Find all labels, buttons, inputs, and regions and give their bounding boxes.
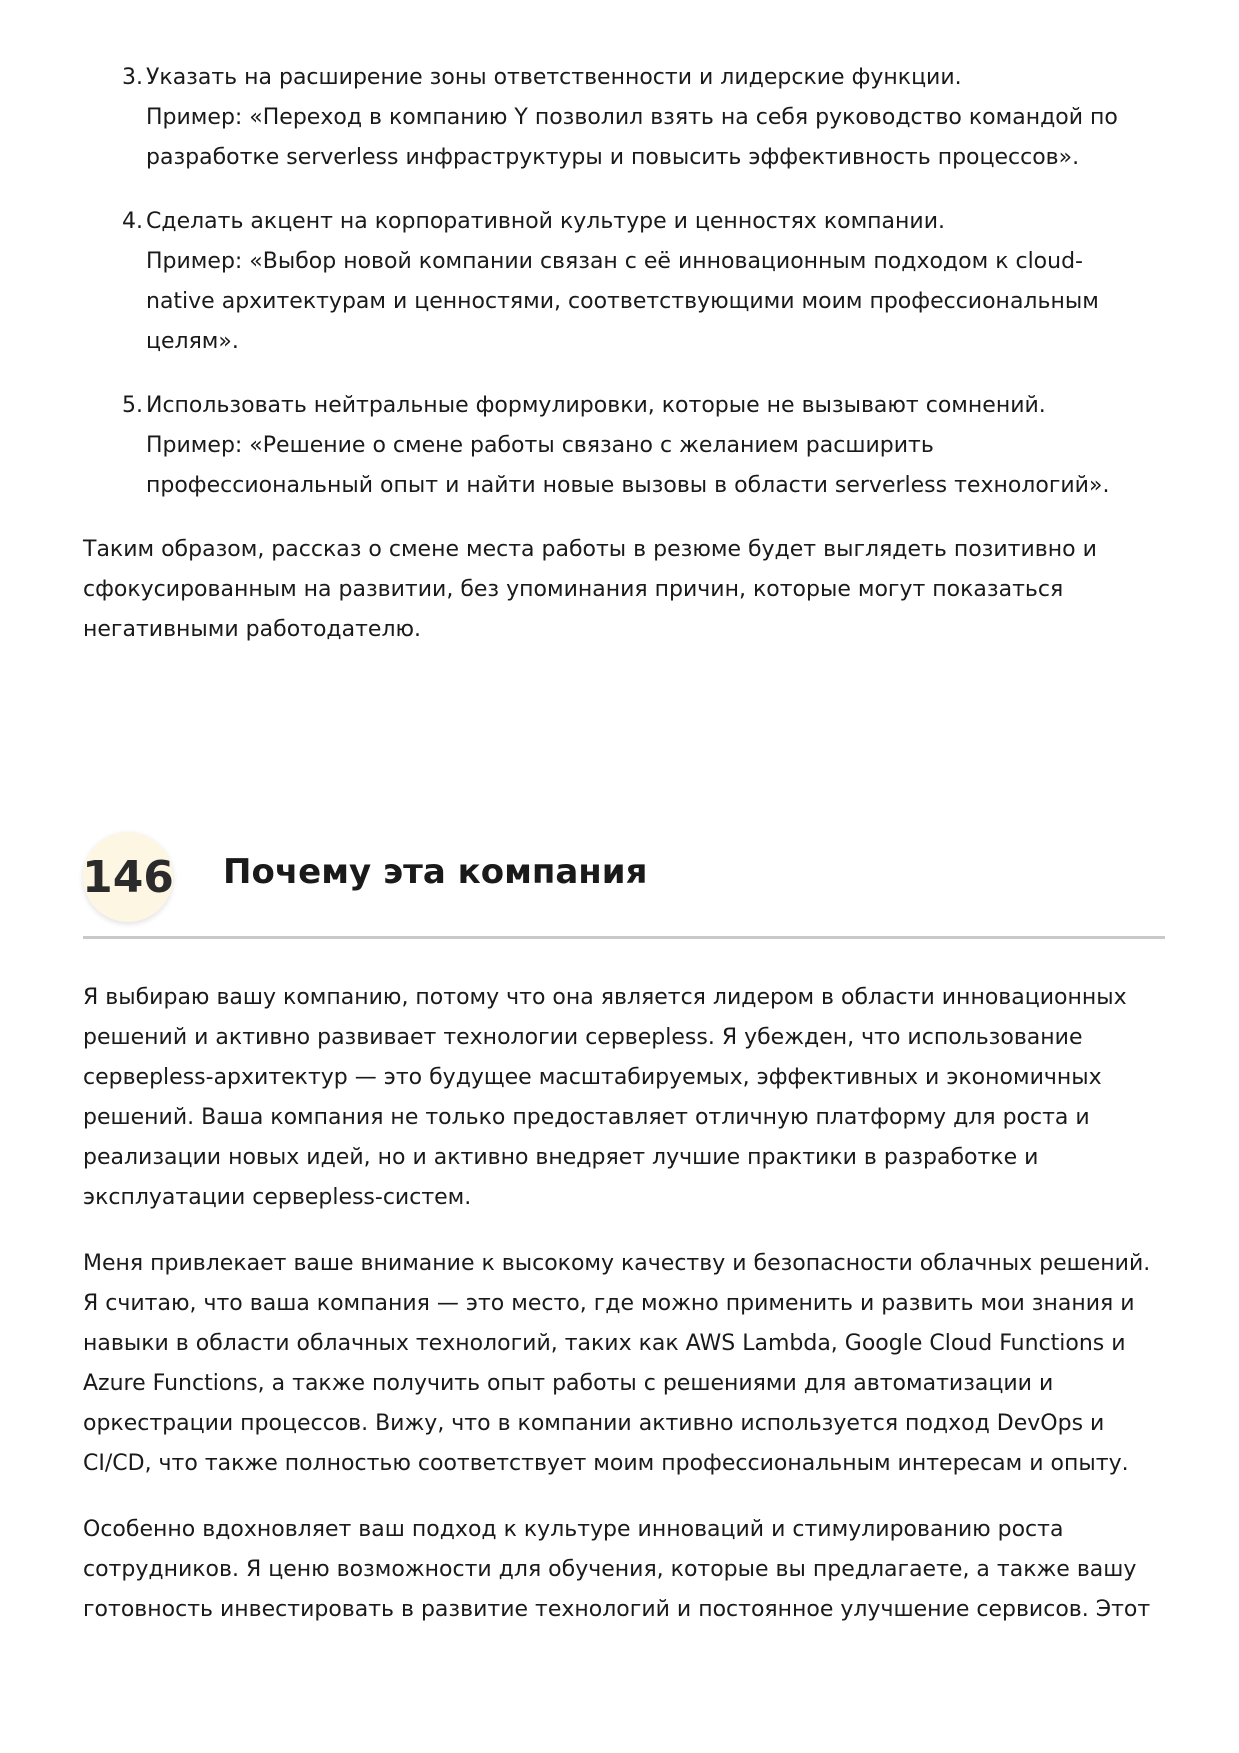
paragraph-line: серверless-архитектур — это будущее масштабируемых, эффективных и экономичных bbox=[83, 1065, 1102, 1090]
paragraph-line: сотрудников. Я ценю возможности для обучения, которые вы предлагаете, а также вашу bbox=[83, 1557, 1137, 1582]
paragraph-line: Я считаю, что ваша компания — это место, где можно применить и развить мои знания и bbox=[83, 1291, 1135, 1316]
paragraph-line: оркестрации процессов. Вижу, что в компании активно используется подход DevOps и bbox=[83, 1411, 1105, 1436]
page-content bbox=[83, 58, 1163, 650]
list-item-line: разработке serverless инфраструктуры и повысить эффективность процессов». bbox=[146, 145, 1080, 170]
paragraph-line: Я выбираю вашу компанию, потому что она является лидером в области инновационных bbox=[83, 985, 1127, 1010]
heading-divider bbox=[83, 936, 1165, 939]
section-body bbox=[83, 978, 1183, 1656]
paragraph-line: реализации новых идей, но и активно внедряет лучшие практики в разработке и bbox=[83, 1145, 1039, 1170]
body-paragraph bbox=[83, 1510, 1183, 1630]
paragraph-line: Azure Functions, а также получить опыт работы с решениями для автоматизации и bbox=[83, 1371, 1054, 1396]
list-item-line: Пример: «Переход в компанию Y позволил взять на себя руководство командой по bbox=[146, 105, 1118, 130]
list-item-line: целям». bbox=[146, 329, 239, 354]
list-item-line: Пример: «Решение о смене работы связано с желанием расширить bbox=[146, 433, 934, 458]
list-item-line: Использовать нейтральные формулировки, которые не вызывают сомнений. bbox=[146, 393, 1046, 418]
list-item-line: профессиональный опыт и найти новые вызовы в области serverless технологий». bbox=[146, 473, 1110, 498]
list-item-number: 5. bbox=[122, 393, 143, 418]
list-item bbox=[83, 202, 1163, 362]
list-item-number: 4. bbox=[122, 209, 143, 234]
paragraph-line: решений и активно развивает технологии серверless. Я убежден, что использование bbox=[83, 1025, 1083, 1050]
paragraph-line: негативными работодателю. bbox=[83, 617, 422, 642]
list-item-line: Указать на расширение зоны ответственности и лидерские функции. bbox=[146, 65, 962, 90]
paragraph-line: Меня привлекает ваше внимание к высокому качеству и безопасности облачных решений. bbox=[83, 1251, 1151, 1276]
list-item-line: Сделать акцент на корпоративной культуре и ценностях компании. bbox=[146, 209, 946, 234]
paragraph-line: эксплуатации серверless-систем. bbox=[83, 1185, 472, 1210]
paragraph-line: навыки в области облачных технологий, таких как AWS Lambda, Google Cloud Functions и bbox=[83, 1331, 1126, 1356]
paragraph-line: готовность инвестировать в развитие технологий и постоянное улучшение сервисов. Этот bbox=[83, 1597, 1151, 1622]
list-item bbox=[83, 386, 1163, 506]
list-item-number: 3. bbox=[122, 65, 143, 90]
numbered-list bbox=[83, 58, 1163, 506]
section-heading bbox=[83, 832, 1165, 942]
section-title: Почему эта компания bbox=[223, 852, 648, 892]
section-number-badge: 146 bbox=[83, 832, 173, 922]
list-item-line: native архитектурам и ценностями, соответствующими моим профессиональным bbox=[146, 289, 1099, 314]
paragraph-line: Особенно вдохновляет ваш подход к культуре инноваций и стимулированию роста bbox=[83, 1517, 1064, 1542]
paragraph-line: Таким образом, рассказ о смене места работы в резюме будет выглядеть позитивно и bbox=[83, 537, 1097, 562]
paragraph-line: решений. Ваша компания не только предоставляет отличную платформу для роста и bbox=[83, 1105, 1090, 1130]
body-paragraph bbox=[83, 1244, 1183, 1484]
paragraph-line: CI/CD, что также полностью соответствует моим профессиональным интересам и опыту. bbox=[83, 1451, 1129, 1476]
paragraph-line: сфокусированным на развитии, без упоминания причин, которые могут показаться bbox=[83, 577, 1064, 602]
conclusion-paragraph bbox=[83, 530, 1163, 650]
list-item bbox=[83, 58, 1163, 178]
list-item-line: Пример: «Выбор новой компании связан с её инновационным подходом к cloud- bbox=[146, 249, 1083, 274]
body-paragraph bbox=[83, 978, 1183, 1218]
